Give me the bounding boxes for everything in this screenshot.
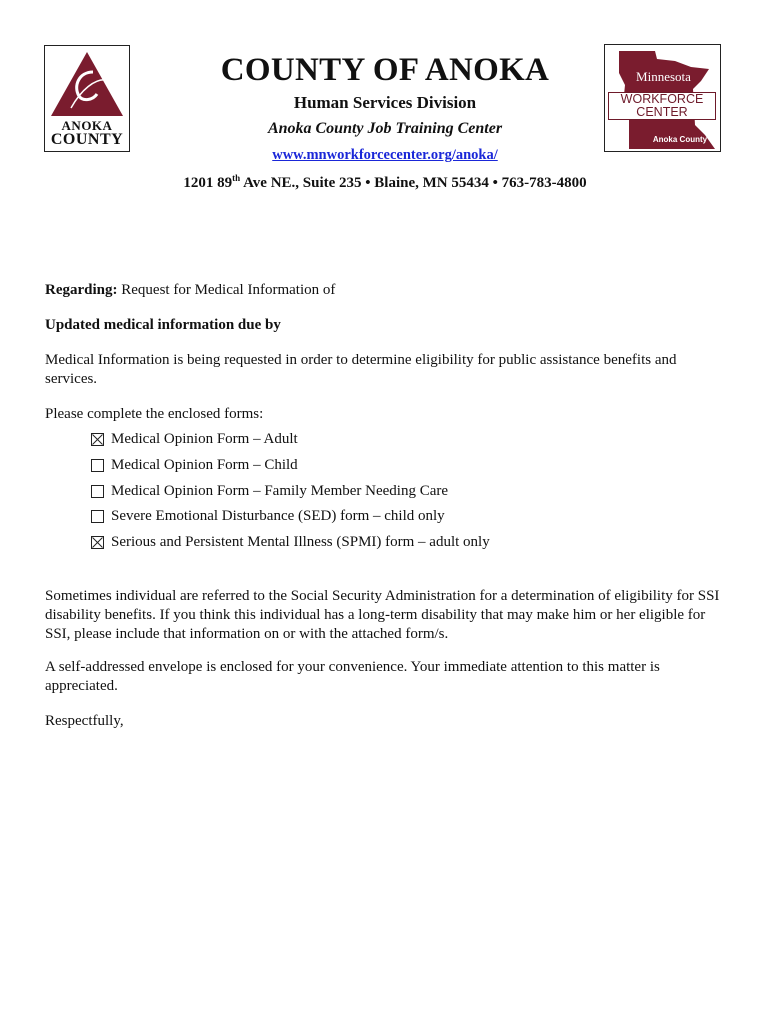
closing-text: Respectfully, [45,713,124,729]
website-link[interactable]: www.mnworkforcecenter.org/anoka/ [272,147,498,163]
forms-checklist [91,430,651,559]
enclosed-forms-intro: Please complete the enclosed forms: [45,406,264,422]
form-item-label: Medical Opinion Form – Adult [111,431,298,447]
address-rest: Ave NE., Suite 235 • Blaine, MN 55434 • 763-783-4800 [240,175,587,191]
x-mark-icon [92,434,103,445]
logo-state-text: Minnesota [636,69,691,84]
checkbox-checked[interactable] [91,433,104,446]
center-name: Anoka County Job Training Center [267,120,503,137]
form-item-family [91,482,651,508]
form-item-sed [91,507,651,533]
division-name: Human Services Division [293,93,477,112]
form-item-child [91,456,651,482]
logo-text-county: COUNTY [50,131,124,148]
address-suffix: th [232,173,241,183]
logo-workforce-line2: CENTER [636,105,688,119]
form-item-spmi [91,533,651,559]
logo-county-text: Anoka County [652,135,708,144]
regarding-line [45,281,725,300]
regarding-text: Request for Medical Information of [117,282,336,298]
form-item-label: Severe Emotional Disturbance (SED) form – child only [111,508,445,525]
due-date-line: Updated medical information due by [45,317,281,333]
checkbox[interactable] [91,485,104,498]
form-item-adult [91,430,651,456]
form-item-label: Serious and Persistent Mental Illness (SPMI) form – adult only [111,534,490,551]
logo-workforce-line1: WORKFORCE [620,92,704,106]
form-item-label: Medical Opinion Form – Family Member Needing Care [111,482,449,499]
checkbox-checked[interactable] [91,536,104,549]
regarding-label: Regarding: [45,282,118,298]
envelope-paragraph: A self-addressed envelope is enclosed for your convenience. Your immediate attention to this matter is appreciated. [45,659,660,694]
form-item-label: Medical Opinion Form – Child [111,456,298,473]
medical-info-paragraph: Medical Information is being requested in order to determine eligibility for public assistance benefits and services. [45,352,677,387]
logo-text-anoka: ANOKA [61,118,113,133]
checkbox[interactable] [91,459,104,472]
page-title: COUNTY OF ANOKA [220,52,550,88]
checkbox[interactable] [91,510,104,523]
address-number: 1201 89 [183,175,233,191]
x-mark-icon [92,537,103,548]
address-line [0,173,770,192]
ssi-paragraph: Sometimes individual are referred to the Social Security Administration for a determination of eligibility for SSI disability benefits. If you think this individual has a long-term disability that may make him or her eligible for SSI, please include that information on or with the attached form/s. [45,588,720,642]
